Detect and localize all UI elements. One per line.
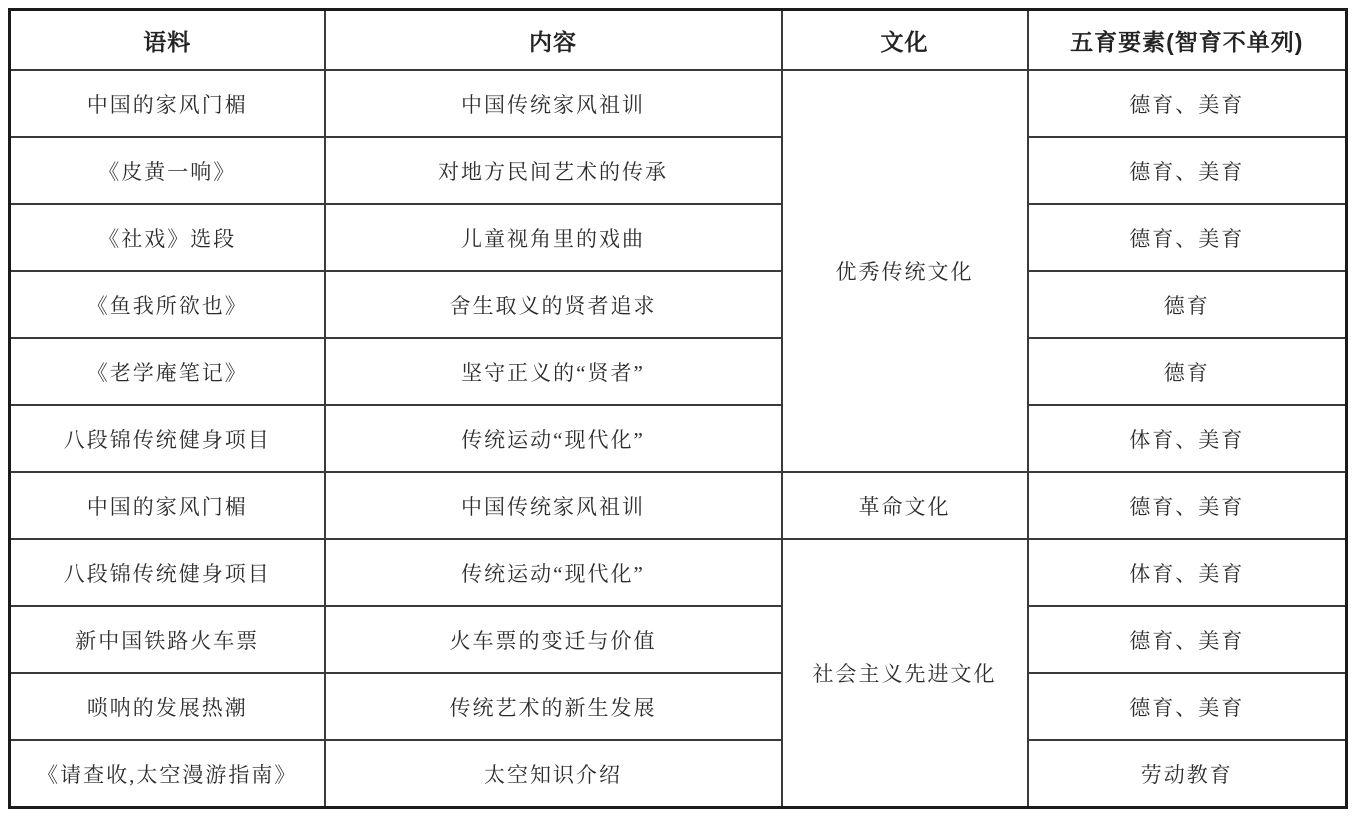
header-content: 内容	[325, 10, 782, 71]
cell-culture: 革命文化	[782, 472, 1028, 539]
cell-content: 对地方民间艺术的传承	[325, 137, 782, 204]
table-row	[10, 137, 1347, 204]
table-row	[10, 338, 1347, 405]
cell-corpus: 八段锦传统健身项目	[10, 405, 325, 472]
table-row	[10, 606, 1347, 673]
table-row	[10, 740, 1347, 808]
header-elements: 五育要素(智育不单列)	[1028, 10, 1347, 71]
cell-corpus: 《鱼我所欲也》	[10, 271, 325, 338]
cell-content: 传统艺术的新生发展	[325, 673, 782, 740]
cell-content: 坚守正义的“贤者”	[325, 338, 782, 405]
cell-content: 太空知识介绍	[325, 740, 782, 808]
cell-corpus: 《老学庵笔记》	[10, 338, 325, 405]
cell-culture: 优秀传统文化	[782, 70, 1028, 472]
cell-corpus: 八段锦传统健身项目	[10, 539, 325, 606]
cell-elements: 德育、美育	[1028, 673, 1347, 740]
cell-content: 火车票的变迁与价值	[325, 606, 782, 673]
cell-elements: 劳动教育	[1028, 740, 1347, 808]
table-row	[10, 673, 1347, 740]
cell-content: 传统运动“现代化”	[325, 405, 782, 472]
cell-content: 中国传统家风祖训	[325, 472, 782, 539]
cell-elements: 体育、美育	[1028, 405, 1347, 472]
table-row	[10, 472, 1347, 539]
cell-corpus: 《社戏》选段	[10, 204, 325, 271]
cell-elements: 德育、美育	[1028, 204, 1347, 271]
header-row	[10, 10, 1347, 71]
cell-corpus: 《皮黄一响》	[10, 137, 325, 204]
table-row	[10, 70, 1347, 137]
cell-elements: 体育、美育	[1028, 539, 1347, 606]
cell-content: 舍生取义的贤者追求	[325, 271, 782, 338]
cell-content: 中国传统家风祖训	[325, 70, 782, 137]
cell-elements: 德育、美育	[1028, 137, 1347, 204]
cell-corpus: 《请查收,太空漫游指南》	[10, 740, 325, 808]
cell-corpus: 新中国铁路火车票	[10, 606, 325, 673]
cell-corpus: 唢呐的发展热潮	[10, 673, 325, 740]
cell-elements: 德育	[1028, 271, 1347, 338]
cell-elements: 德育、美育	[1028, 472, 1347, 539]
table-row	[10, 539, 1347, 606]
cell-elements: 德育	[1028, 338, 1347, 405]
header-culture: 文化	[782, 10, 1028, 71]
cell-elements: 德育、美育	[1028, 606, 1347, 673]
corpus-analysis-table	[8, 8, 1348, 809]
header-corpus: 语料	[10, 10, 325, 71]
table-row	[10, 204, 1347, 271]
table-row	[10, 271, 1347, 338]
cell-content: 儿童视角里的戏曲	[325, 204, 782, 271]
cell-elements: 德育、美育	[1028, 70, 1347, 137]
cell-culture: 社会主义先进文化	[782, 539, 1028, 808]
cell-corpus: 中国的家风门楣	[10, 70, 325, 137]
cell-content: 传统运动“现代化”	[325, 539, 782, 606]
table-row	[10, 405, 1347, 472]
cell-corpus: 中国的家风门楣	[10, 472, 325, 539]
